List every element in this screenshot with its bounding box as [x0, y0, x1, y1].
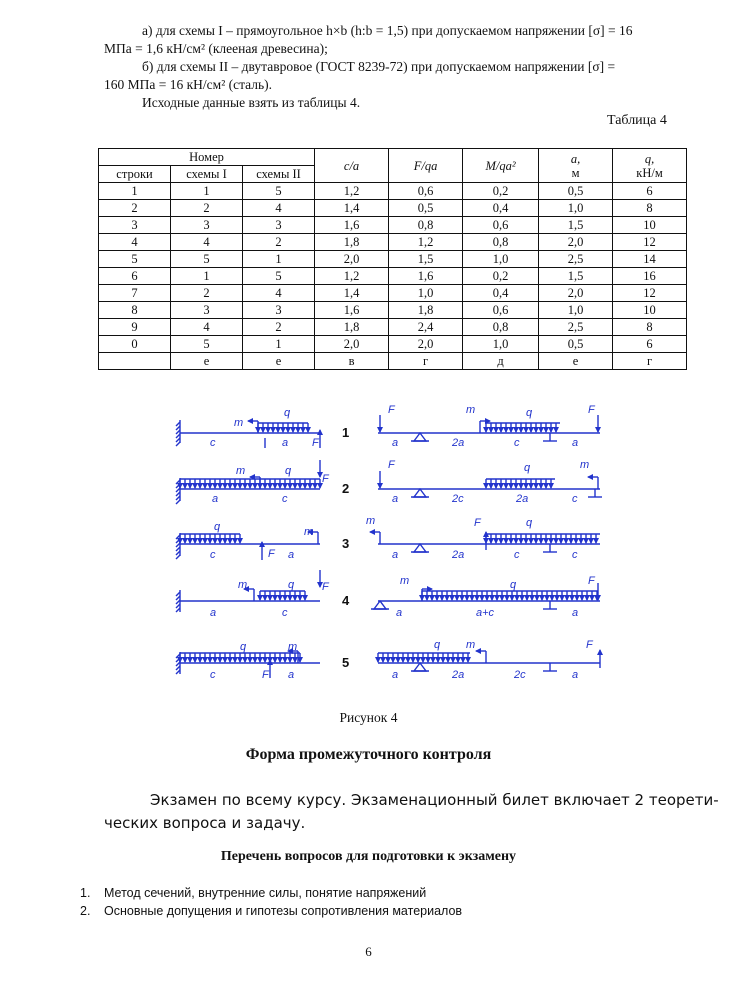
- cell-a-val: 1,5: [539, 217, 613, 234]
- cell-a-val: 1,5: [539, 268, 613, 285]
- table-body: [99, 183, 687, 370]
- figure-label: m: [236, 465, 246, 477]
- figure-label: c: [572, 493, 578, 505]
- cell-scheme-2: 1: [243, 336, 315, 353]
- cell-a-val: 1,0: [539, 302, 613, 319]
- cell-q-val: 14: [613, 251, 687, 268]
- header-mqa: M/qa²: [463, 149, 539, 183]
- cell-row-num: 0: [99, 336, 171, 353]
- header-ca: c/a: [315, 149, 389, 183]
- figure-label: F: [388, 404, 395, 416]
- figure-label: a: [282, 437, 289, 449]
- pin-support: [414, 489, 426, 497]
- table-row: [99, 217, 687, 234]
- cell-q-val: 12: [613, 234, 687, 251]
- cell-row-num: 1: [99, 183, 171, 200]
- cell-q-val: 8: [613, 200, 687, 217]
- footer-cell: е: [171, 353, 243, 370]
- cell-scheme-2: 1: [243, 251, 315, 268]
- figure-label: 2c: [452, 493, 464, 505]
- exam-line-1: Экзамен по всему курсу. Экзаменационный билет включает 2 теорети-: [150, 791, 719, 809]
- table-row: [99, 268, 687, 285]
- intro-line-5: Исходные данные взять из таблицы 4.: [142, 95, 361, 110]
- table-footer-row: [99, 353, 687, 370]
- table-row: [99, 319, 687, 336]
- cell-ca: 1,4: [315, 285, 389, 302]
- header-row: строки: [99, 166, 171, 183]
- figure-label: q: [214, 521, 221, 533]
- cell-ca: 1,2: [315, 268, 389, 285]
- figure-label: a: [288, 669, 295, 681]
- cell-mqa: 1,0: [463, 336, 539, 353]
- header-number: Номер: [99, 149, 315, 166]
- pin-support: [374, 601, 386, 609]
- beam-schemes-figure: [170, 398, 610, 698]
- cell-q-val: 12: [613, 285, 687, 302]
- figure-label: a+c: [476, 607, 495, 619]
- pin-support: [414, 663, 426, 671]
- cell-scheme-1: 5: [171, 251, 243, 268]
- cell-scheme-1: 1: [171, 268, 243, 285]
- figure-label: F: [262, 669, 269, 681]
- figure-label: c: [210, 437, 216, 449]
- header-scheme-2: схемы II: [243, 166, 315, 183]
- figure-label: q: [526, 407, 533, 419]
- cell-mqa: 0,8: [463, 234, 539, 251]
- figure-label: m: [580, 459, 590, 471]
- cell-mqa: 0,2: [463, 268, 539, 285]
- cell-mqa: 0,6: [463, 217, 539, 234]
- figure-label: q: [524, 462, 531, 474]
- cell-a-val: 2,0: [539, 285, 613, 302]
- figure-label: a: [572, 437, 579, 449]
- figure-label: q: [288, 579, 295, 591]
- cell-mqa: 0,2: [463, 183, 539, 200]
- cell-row-num: 5: [99, 251, 171, 268]
- cell-scheme-2: 2: [243, 319, 315, 336]
- figure-label: c: [210, 669, 216, 681]
- figure-label: a: [396, 607, 403, 619]
- figure-label: a: [210, 607, 217, 619]
- section-title: Форма промежуточного контроля: [245, 746, 492, 763]
- cell-ca: 1,8: [315, 319, 389, 336]
- footer-cell: г: [613, 353, 687, 370]
- figure-label: F: [474, 517, 481, 529]
- support-hatch: [176, 555, 180, 559]
- cell-row-num: 9: [99, 319, 171, 336]
- figure-label: c: [572, 549, 578, 561]
- cell-mqa: 0,6: [463, 302, 539, 319]
- cell-q-val: 8: [613, 319, 687, 336]
- scheme-number: 5: [342, 655, 350, 670]
- figure-label: 2c: [514, 669, 526, 681]
- cell-scheme-1: 4: [171, 319, 243, 336]
- data-table: [98, 148, 687, 370]
- question-item: 2. Основные допущения и гипотезы сопротивления материалов: [80, 904, 463, 918]
- figure-label: c: [514, 549, 520, 561]
- exam-line-2: ческих вопроса и задачу.: [104, 814, 306, 832]
- intro-line-1: а) для схемы I – прямоугольное h×b (h:b = 1,5) при допускаемом напряжении [σ] = 16: [142, 23, 633, 38]
- figure-label: 2a: [516, 493, 529, 505]
- cell-mqa: 0,8: [463, 319, 539, 336]
- footer-cell: е: [243, 353, 315, 370]
- cell-q-val: 10: [613, 217, 687, 234]
- cell-scheme-1: 2: [171, 200, 243, 217]
- figure-label: m: [400, 575, 410, 587]
- cell-fqa: 1,8: [389, 302, 463, 319]
- cell-mqa: 0,4: [463, 200, 539, 217]
- cell-scheme-1: 4: [171, 234, 243, 251]
- cell-scheme-1: 3: [171, 217, 243, 234]
- cell-row-num: 7: [99, 285, 171, 302]
- table-row: [99, 336, 687, 353]
- figure-label: m: [238, 579, 248, 591]
- footer-cell: д: [463, 353, 539, 370]
- header-q: q, кН/м: [613, 149, 687, 183]
- table-row: [99, 302, 687, 319]
- figure-label: F: [588, 575, 595, 587]
- cell-ca: 1,6: [315, 302, 389, 319]
- footer-cell: в: [315, 353, 389, 370]
- cell-a-val: 0,5: [539, 183, 613, 200]
- cell-q-val: 6: [613, 336, 687, 353]
- cell-row-num: 3: [99, 217, 171, 234]
- figure-label: F: [586, 639, 593, 651]
- cell-row-num: 8: [99, 302, 171, 319]
- figure-label: F: [322, 473, 329, 485]
- figure-label: a: [392, 549, 399, 561]
- footer-cell: [99, 353, 171, 370]
- cell-scheme-2: 3: [243, 217, 315, 234]
- intro-line-3: б) для схемы II – двутавровое (ГОСТ 8239-72) при допускаемом напряжении [σ] =: [142, 59, 616, 74]
- figure-label: m: [288, 641, 298, 653]
- cell-scheme-2: 5: [243, 183, 315, 200]
- cell-fqa: 1,2: [389, 234, 463, 251]
- cell-ca: 2,0: [315, 336, 389, 353]
- cell-ca: 1,6: [315, 217, 389, 234]
- figure-label: m: [466, 639, 476, 651]
- scheme-number: 3: [342, 536, 350, 551]
- figure-label: q: [510, 579, 517, 591]
- figure-caption: Рисунок 4: [339, 710, 398, 725]
- figure-label: 2a: [452, 549, 465, 561]
- figure-label: F: [312, 437, 319, 449]
- cell-scheme-2: 4: [243, 285, 315, 302]
- cell-fqa: 2,4: [389, 319, 463, 336]
- scheme-number: 4: [342, 593, 350, 608]
- cell-fqa: 1,5: [389, 251, 463, 268]
- figure-label: a: [572, 607, 579, 619]
- figure-label: c: [514, 437, 520, 449]
- cell-ca: 1,2: [315, 183, 389, 200]
- cell-fqa: 0,6: [389, 183, 463, 200]
- cell-fqa: 0,8: [389, 217, 463, 234]
- footer-cell: г: [389, 353, 463, 370]
- table-row: [99, 285, 687, 302]
- cell-scheme-1: 3: [171, 302, 243, 319]
- figure-label: a: [392, 437, 399, 449]
- header-a: a, м: [539, 149, 613, 183]
- table-row: [99, 200, 687, 217]
- cell-a-val: 2,5: [539, 251, 613, 268]
- cell-row-num: 4: [99, 234, 171, 251]
- figure-label: F: [322, 581, 329, 593]
- figure-label: F: [388, 459, 395, 471]
- figure-label: F: [588, 404, 595, 416]
- cell-a-val: 2,5: [539, 319, 613, 336]
- figure-label: q: [285, 465, 292, 477]
- header-scheme-1: схемы I: [171, 166, 243, 183]
- cell-fqa: 1,0: [389, 285, 463, 302]
- cell-row-num: 6: [99, 268, 171, 285]
- question-item: 1. Метод сечений, внутренние силы, понятие напряжений: [80, 886, 427, 900]
- pin-support: [414, 544, 426, 552]
- figure-label: a: [572, 669, 579, 681]
- support-hatch: [176, 500, 180, 504]
- cell-mqa: 0,4: [463, 285, 539, 302]
- figure-label: m: [304, 526, 314, 538]
- figure-label: q: [434, 639, 441, 651]
- scheme-number: 1: [342, 425, 350, 440]
- footer-cell: е: [539, 353, 613, 370]
- cell-fqa: 1,6: [389, 268, 463, 285]
- figure-label: c: [282, 493, 288, 505]
- cell-fqa: 2,0: [389, 336, 463, 353]
- figure-label: m: [234, 417, 244, 429]
- figure-label: c: [282, 607, 288, 619]
- figure-label: m: [366, 515, 376, 527]
- table-header-row-1: [99, 149, 687, 166]
- header-fqa: F/qa: [389, 149, 463, 183]
- figure-label: c: [210, 549, 216, 561]
- cell-scheme-2: 3: [243, 302, 315, 319]
- cell-q-val: 16: [613, 268, 687, 285]
- scheme-number: 2: [342, 481, 350, 496]
- cell-scheme-2: 2: [243, 234, 315, 251]
- cell-a-val: 2,0: [539, 234, 613, 251]
- figure-label: 2a: [452, 669, 465, 681]
- cell-scheme-1: 5: [171, 336, 243, 353]
- figure-label: a: [392, 669, 399, 681]
- figure-label: a: [392, 493, 399, 505]
- cell-a-val: 1,0: [539, 200, 613, 217]
- figure-label: q: [526, 517, 533, 529]
- cell-row-num: 2: [99, 200, 171, 217]
- cell-mqa: 1,0: [463, 251, 539, 268]
- cell-scheme-1: 2: [171, 285, 243, 302]
- cell-a-val: 0,5: [539, 336, 613, 353]
- figure-label: q: [240, 641, 247, 653]
- cell-ca: 1,4: [315, 200, 389, 217]
- cell-scheme-1: 1: [171, 183, 243, 200]
- questions-title: Перечень вопросов для подготовки к экзамену: [220, 849, 517, 864]
- cell-ca: 1,8: [315, 234, 389, 251]
- table-row: [99, 234, 687, 251]
- figure-label: a: [288, 549, 295, 561]
- cell-scheme-2: 5: [243, 268, 315, 285]
- cell-ca: 2,0: [315, 251, 389, 268]
- table-row: [99, 251, 687, 268]
- intro-line-2: МПа = 1,6 кН/см² (клееная древесина);: [104, 41, 328, 56]
- cell-fqa: 0,5: [389, 200, 463, 217]
- figure-label: a: [212, 493, 219, 505]
- figure-label: F: [268, 548, 275, 560]
- figure-label: q: [284, 407, 291, 419]
- figure-label: 2a: [452, 437, 465, 449]
- figure-label: m: [466, 404, 476, 416]
- pin-support: [414, 433, 426, 441]
- intro-line-4: 160 МПа = 16 кН/см² (сталь).: [104, 77, 273, 92]
- page-number: 6: [365, 944, 372, 959]
- cell-scheme-2: 4: [243, 200, 315, 217]
- cell-q-val: 10: [613, 302, 687, 319]
- support-hatch: [176, 442, 180, 446]
- cell-q-val: 6: [613, 183, 687, 200]
- table-label: Таблица 4: [607, 113, 667, 128]
- table-row: [99, 183, 687, 200]
